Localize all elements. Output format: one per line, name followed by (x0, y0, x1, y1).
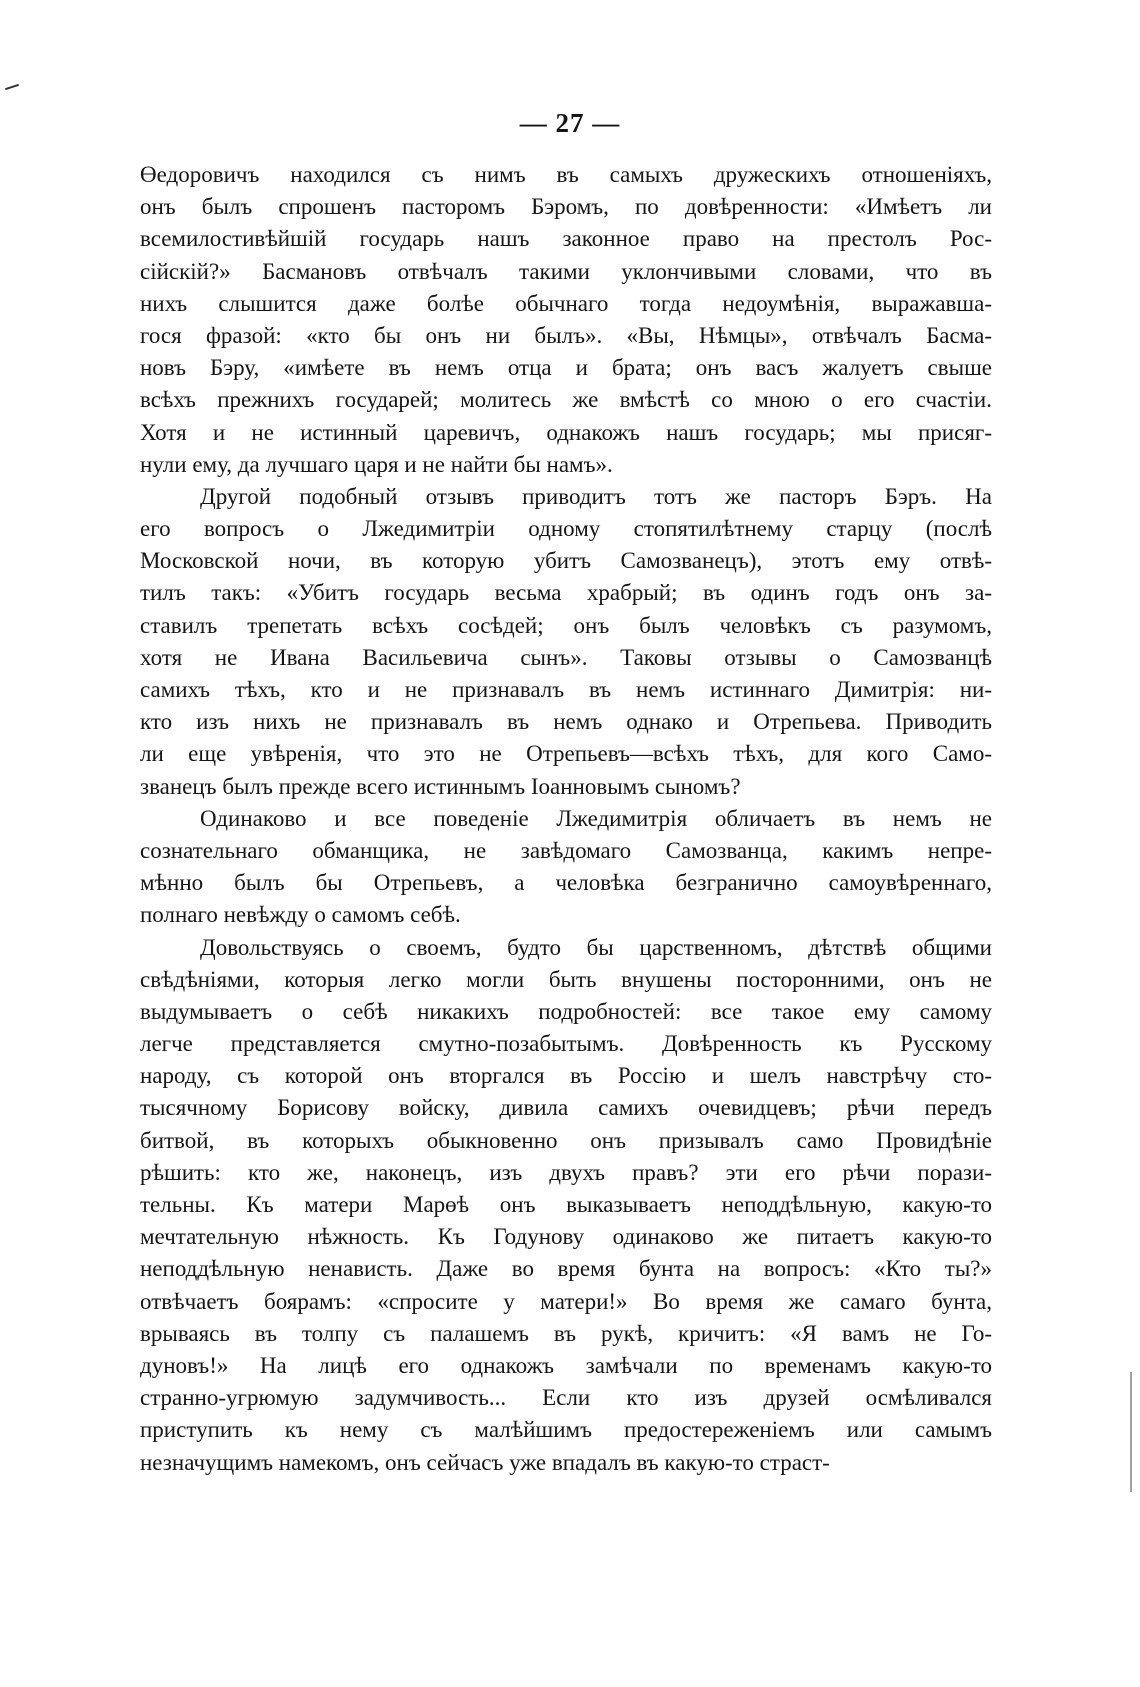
text-line: ли еще увѣренія, что это не Отрепьевъ—всѣхъ тѣхъ, для кого Само- (140, 741, 992, 767)
paragraph (140, 932, 992, 1479)
text-line: новъ Бэру, «имѣете въ немъ отца и брата; онъ васъ жалуетъ свыше (140, 355, 992, 381)
text-line: полнаго невѣжду о самомъ себѣ. (140, 902, 461, 928)
text-line: тысячному Борисову войску, дивила самихъ очевидцевъ; рѣчи передъ (140, 1095, 992, 1121)
text-line: гося фразой: «кто бы онъ ни былъ». «Вы, Нѣмцы», отвѣчалъ Басма- (140, 322, 992, 348)
text-line: званецъ былъ прежде всего истиннымъ Іоанновымъ сыномъ? (140, 773, 741, 799)
text-line: свѣдѣніями, которыя легко могли быть внушены посторонними, онъ не (140, 966, 992, 992)
text-line: всемилостивѣйшій государь нашъ законное право на престолъ Рос- (140, 226, 992, 252)
text-line: сійскій?» Басмановъ отвѣчалъ такими уклончивыми словами, что въ (140, 258, 992, 284)
text-line: мечтательную нѣжность. Къ Годунову одинаково же питаетъ какую-то (140, 1224, 992, 1250)
edge-speck (1130, 1372, 1132, 1492)
text-line: самихъ тѣхъ, кто и не признавалъ въ немъ истиннаго Димитрія: ни- (140, 677, 992, 702)
text-line: хотя не Ивана Васильевича сынъ». Таковы отзывы о Самозванцѣ (140, 644, 992, 670)
text-line: нихъ слышится даже болѣе обычнаго тогда недоумѣнія, выражавша- (140, 290, 992, 316)
paragraph (140, 159, 992, 481)
text-line: Одинаково и все поведеніе Лжедимитрія обличаетъ въ немъ не (200, 805, 992, 831)
text-line: незначущимъ намекомъ, онъ сейчасъ уже впадалъ въ какую-то страст- (140, 1449, 830, 1475)
text-line: сознательнаго обманщика, не завѣдомаго Самозванца, какимъ непре- (140, 837, 992, 863)
text-line: странно-угрюмую задумчивость... Если кто изъ друзей осмѣливался (140, 1385, 992, 1411)
text-line: кто изъ нихъ не признавалъ въ немъ однако и Отрепьева. Приводить (140, 709, 992, 735)
text-line: приступить къ нему съ малѣйшимъ предостереженіемъ или самымъ (140, 1417, 992, 1443)
text-line: битвой, въ которыхъ обыкновенно онъ призывалъ само Провидѣніе (140, 1127, 992, 1153)
text-line: всѣхъ прежнихъ государей; молитесь же вмѣстѣ со мною о его счастіи. (140, 387, 992, 413)
text-line: отвѣчаетъ боярамъ: «спросите у матери!» Во время же самаго бунта, (140, 1288, 992, 1314)
page-number: — 27 — (519, 108, 621, 138)
text-line: народу, съ которой онъ вторгался въ Россію и шелъ навстрѣчу сто- (140, 1063, 992, 1089)
text-line: неподдѣльную ненависть. Даже во время бунта на вопросъ: «Кто ты?» (140, 1256, 992, 1282)
text-line: онъ былъ спрошенъ пасторомъ Бэромъ, по довѣренности: «Имѣетъ ли (140, 194, 992, 220)
text-line: Өедоровичъ находился съ нимъ въ самыхъ дружескихъ отношеніяхъ, (140, 162, 992, 187)
text-line: его вопросъ о Лжедимитріи одному стопятилѣтнему старцу (послѣ (140, 516, 992, 542)
paragraph (140, 803, 992, 932)
body-text (140, 159, 992, 1479)
margin-mark (5, 84, 19, 90)
text-line: дуновъ!» На лицѣ его однакожъ замѣчали по временамъ какую-то (140, 1352, 992, 1378)
paragraph (140, 481, 992, 803)
text-line: нули ему, да лучшаго царя и не найти бы намъ». (140, 451, 613, 477)
text-line: легче представляется смутно-позабытымъ. Довѣренность къ Русскому (140, 1031, 992, 1057)
text-line: Московской ночи, въ которую убитъ Самозванецъ), этотъ ему отвѣ- (140, 548, 992, 574)
text-line: ставилъ трепетать всѣхъ сосѣдей; онъ былъ человѣкъ съ разумомъ, (140, 612, 992, 638)
text-line: Хотя и не истинный царевичъ, однакожъ нашъ государь; мы присяг- (140, 419, 992, 445)
text-line: Довольствуясь о своемъ, будто бы царственномъ, дѣтствѣ общими (200, 934, 992, 960)
text-line: тилъ такъ: «Убитъ государь весьма храбрый; въ одинъ годъ онъ за- (140, 580, 992, 606)
text-line: тельны. Къ матери Марөѣ онъ выказываетъ неподдѣльную, какую-то (140, 1192, 992, 1217)
text-line: мѣнно былъ бы Отрепьевъ, а человѣка безгранично самоувѣреннаго, (140, 870, 992, 896)
text-line: рѣшить: кто же, наконецъ, изъ двухъ правъ? эти его рѣчи порази- (140, 1159, 992, 1185)
text-line: врываясь въ толпу съ палашемъ въ рукѣ, кричитъ: «Я вамъ не Го- (140, 1320, 992, 1346)
text-line: Другой подобный отзывъ приводитъ тотъ же пасторъ Бэръ. На (200, 483, 992, 509)
text-line: выдумываетъ о себѣ никакихъ подробностей: все такое ему самому (140, 998, 992, 1024)
